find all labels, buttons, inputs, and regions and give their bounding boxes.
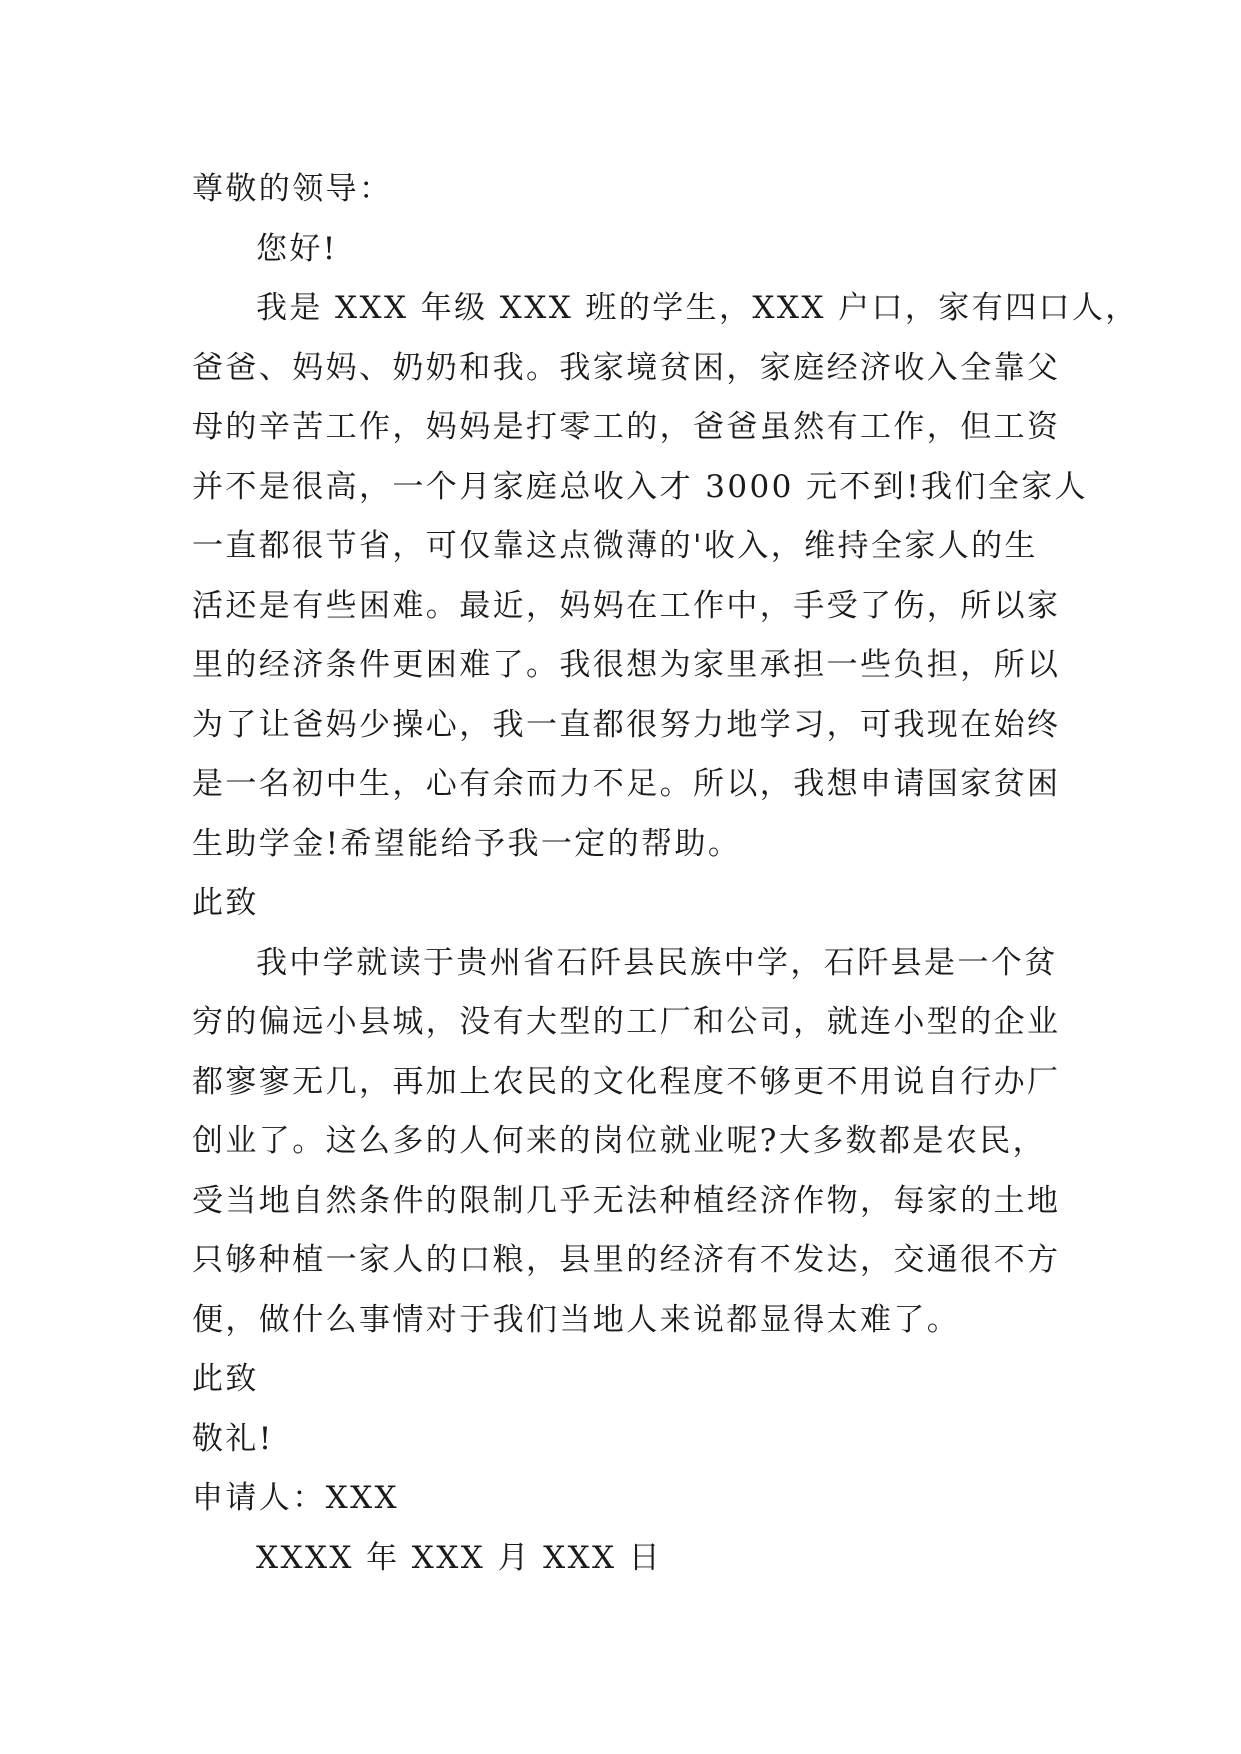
paragraph-line: 为了让爸妈少操心，我一直都很努力地学习，可我现在始终: [192, 706, 1061, 743]
paragraph-line: 创业了。这么多的人何来的岗位就业呢?大多数都是农民，: [192, 1123, 1047, 1159]
paragraph-line: 是一名初中生，心有余而力不足。所以，我想申请国家贫困: [192, 766, 1061, 802]
paragraph-line: 一直都很节省，可仅靠这点微薄的'收入，维持全家人的生: [192, 528, 1038, 564]
paragraph-line: 我是 XXX 年级 XXX 班的学生，XXX 户口，家有四口人，: [256, 290, 1139, 326]
letter-body: [192, 160, 1139, 1588]
paragraph-line: 便，做什么事情对于我们当地人来说都显得太难了。: [192, 1301, 961, 1338]
paragraph-line: 母的辛苦工作，妈妈是打零工的，爸爸虽然有工作，但工资: [192, 409, 1061, 445]
paragraph-line: 我中学就读于贵州省石阡县民族中学，石阡县是一个贫: [256, 944, 1058, 981]
paragraph-hometown: [192, 934, 1060, 1351]
paragraph-line: 受当地自然条件的限制几乎无法种植经济作物，每家的土地: [192, 1182, 1061, 1219]
closing-phrase: 此致: [192, 1361, 259, 1397]
paragraph-line: 活还是有些困难。最近，妈妈在工作中，手受了伤，所以家: [192, 587, 1061, 624]
greeting: 您好!: [256, 230, 338, 267]
paragraph-line: 并不是很高，一个月家庭总收入才 3000 元不到!我们全家人: [192, 468, 1089, 505]
regards: 敬礼!: [192, 1420, 274, 1457]
paragraph-line: 只够种植一家人的口粮，县里的经济有不发达，交通很不方: [192, 1242, 1061, 1278]
paragraph-line: 都寥寥无几，再加上农民的文化程度不够更不用说自行办厂: [192, 1063, 1061, 1100]
applicant-signature: 申请人：XXX: [192, 1480, 400, 1516]
paragraph-line: 里的经济条件更困难了。我很想为家里承担一些负担，所以: [192, 647, 1061, 683]
paragraph-family-situation: [192, 279, 1139, 874]
paragraph-line: 爸爸、妈妈、奶奶和我。我家境贫困，家庭经济收入全靠父: [192, 349, 1061, 386]
paragraph-line: 生助学金!希望能给予我一定的帮助。: [192, 825, 742, 862]
closing-phrase: 此致: [192, 885, 259, 921]
salutation: 尊敬的领导：: [192, 171, 393, 207]
date: XXXX 年 XXX 月 XXX 日: [256, 1539, 663, 1576]
paragraph-line: 穷的偏远小县城，没有大型的工厂和公司，就连小型的企业: [192, 1004, 1061, 1040]
